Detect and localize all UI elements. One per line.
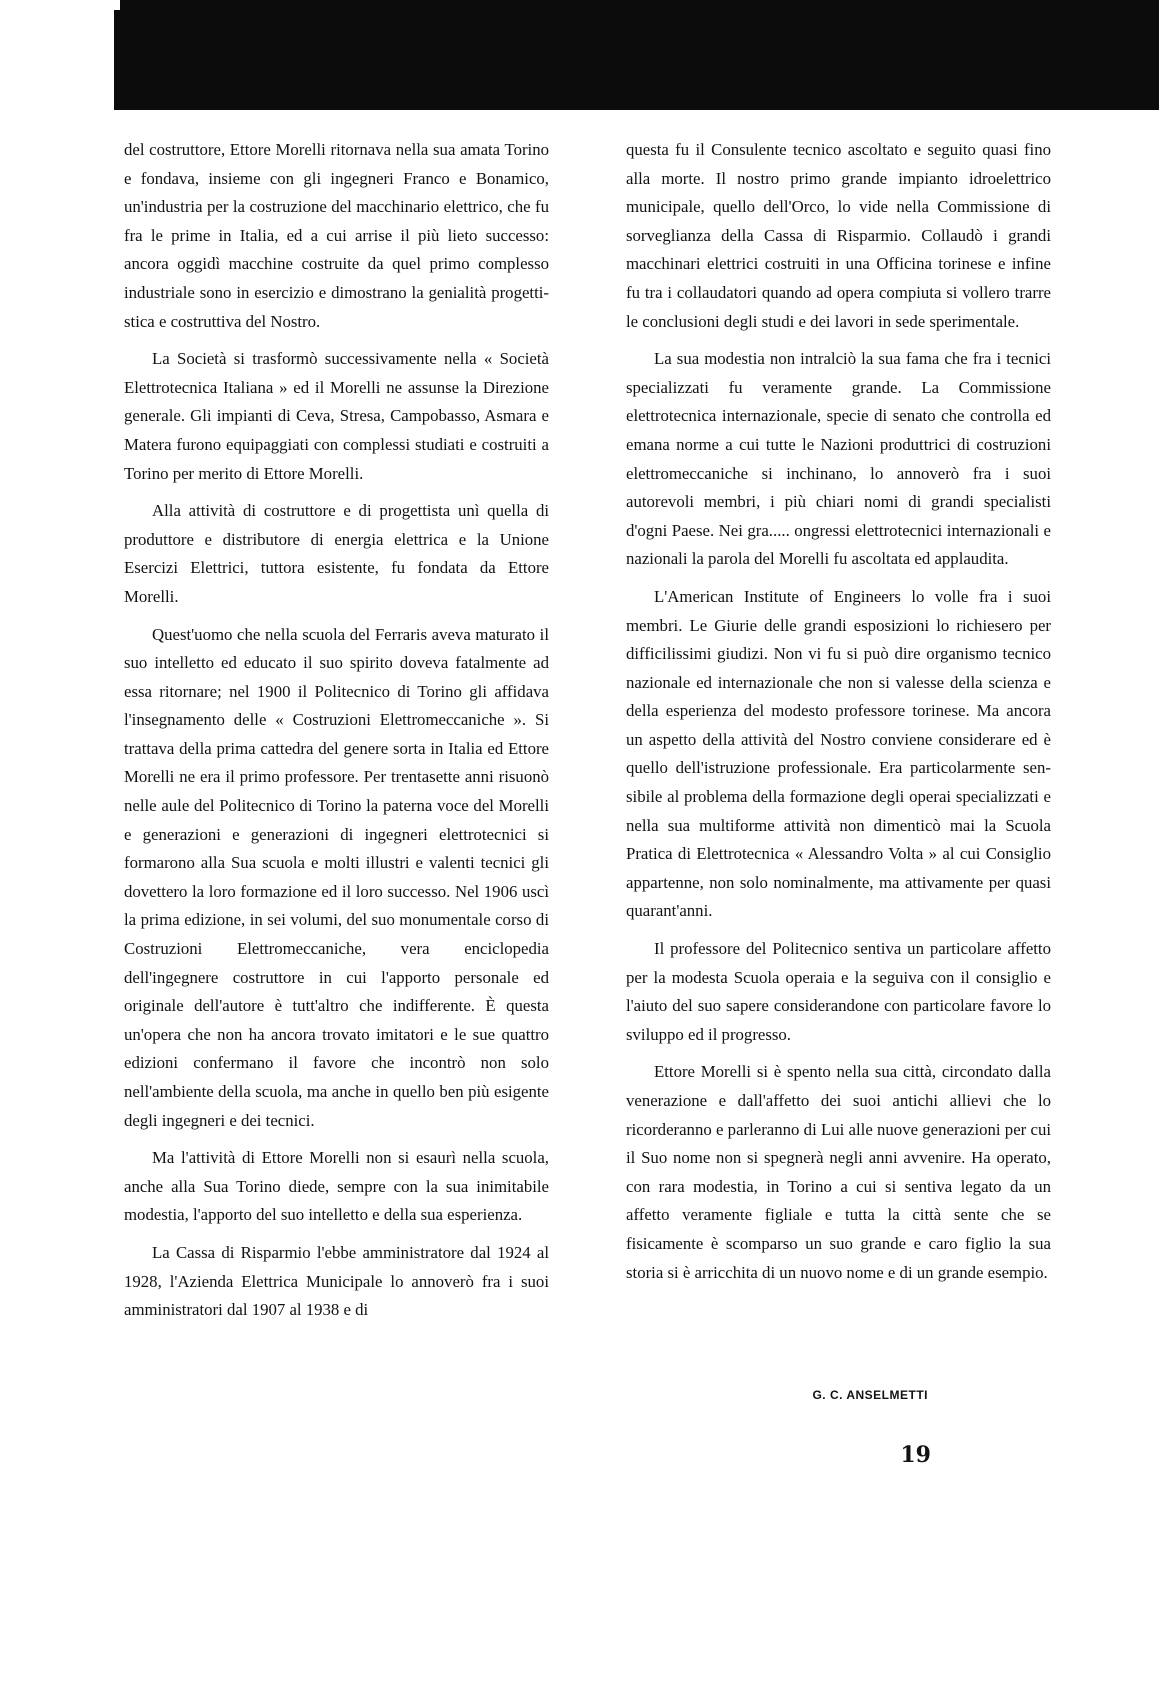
paragraph: Alla attività di costruttore e di progettista unì quella di produttore e distributore di energia elettrica e la Unione Esercizi Elettrici, tuttora esistente, fu fondata da Ettore Morelli. xyxy=(124,501,549,606)
paragraph: del costruttore, Ettore Morelli ritornava nella sua amata Torino e fondava, insieme con gli ingegneri Franco e Bonamico, un'industria per la costruzione del macchinario elettrico, che fu fra le prime in Italia, ed a cui arrise il più lieto successo: ancora oggidì macchine costruite da quel primo complesso industriale sono in esercizio e dimostrano la genialità progettistica e costruttiva del Nostro. xyxy=(124,140,549,331)
scan-border-margin xyxy=(0,0,120,110)
paragraph: L'American Institute of Engineers lo volle fra i suoi membri. Le Giurie delle grandi esposizioni lo richiesero per difficilissimi giudizi. Non vi fu si può dire organismo tecnico nazionale ed internazionale che non si valesse della scienza e della esperienza del modesto professore torinese. Ma ancora un aspetto della attività del Nostro conviene considerare ed è quello dell'istruzione professionale. Era particolarmente sensibile al problema della formazione degli operai specializzati e nella sua multiforme attività non dimenticò mai la Scuola Pratica di Elettrotecnica « Alessandro Volta » al cui Consiglio appartenne, non solo nominalmente, ma attivamente per quasi quarant'anni. xyxy=(626,586,1051,921)
left-text-column xyxy=(124,136,549,1334)
document-page xyxy=(124,110,1159,1689)
right-text-column xyxy=(626,136,1051,1296)
paragraph: Ma l'attività di Ettore Morelli non si esaurì nella scuola, anche alla Sua Torino diede, sempre con la sua inimitabile modestia, l'apporto del suo intelletto e della sua esperienza. xyxy=(124,1148,549,1225)
paragraph: La Società si trasformò successivamente nella « Società Elettrotecnica Italiana » ed il Morelli ne assunse la Direzione generale. Gli impianti di Ceva, Stresa, Campobasso, Asmara e Matera furono equipaggiati con complessi studiati e costruiti a Torino per merito di Ettore Morelli. xyxy=(124,349,549,483)
paragraph: Quest'uomo che nella scuola del Ferraris aveva maturato il suo intelletto ed educato il suo spirito doveva fatalmente ad essa ritornare; nel 1900 il Politecnico di Torino gli affidava l'insegnamento delle « Costruzioni Elettromeccaniche ». Si trattava della prima cattedra del genere sorta in Italia ed Ettore Morelli ne era il primo professore. Per trentasette anni risuonò nelle aule del Politecnico di Torino la paterna voce del Morelli e generazioni e generazioni di ingegneri elettrotecnici si formarono alla Sua scuola e molti illustri e valenti tecnici gli dovettero la loro formazione ed il loro successo. Nel 1906 uscì la prima edizione, in sei volumi, del suo monumentale corso di Costruzioni Elettromeccaniche, vera enciclopedia dell'ingegnere costruttore in cui l'apporto personale ed originale dell'autore è tutt'altro che indifferente. È questa un'opera che non ha ancora trovato imitatori e le sue quattro edizioni confermano il favore che incontrò non solo nell'ambiente della scuola, ma anche in quello ben più esigente degli ingegneri e dei tecnici. xyxy=(124,624,549,1130)
paragraph: Il professore del Politecnico sentiva un particolare affetto per la modesta Scuola operaia e la seguiva con il consiglio e l'aiuto del suo sapere considerandone con particolare favore lo sviluppo ed il progresso. xyxy=(626,939,1051,1044)
paragraph: La sua modestia non intralciò la sua fama che fra i tecnici specializzati fu veramente grande. La Commissione elettrotecnica internazionale, specie di senato che controlla ed emana norme a cui tutte le Nazioni produttrici di costruzioni elettromeccaniche si inchinano, lo annoverò fra i suoi autorevoli membri, i più chiari nomi di grandi specialisti d'ogni Paese. Nei gra..... ongressi elettrotecnici internazionali e nazionali la parola del Morelli fu ascoltata ed applaudita. xyxy=(626,349,1051,569)
paragraph: questa fu il Consulente tecnico ascoltato e seguito quasi fino alla morte. Il nostro primo grande impianto idroelettrico municipale, quello dell'Orco, lo vide nella Commissione di sorveglianza della Cassa di Risparmio. Collaudò i grandi macchinari elettrici costruiti in una Officina torinese e infine fu tra i collaudatori quando ad opera compiuta si vollero trarre le conclusioni degli studi e dei lavori in sede sperimentale. xyxy=(626,140,1051,331)
author-signature: G. C. ANSELMETTI xyxy=(812,1388,928,1402)
paragraph: La Cassa di Risparmio l'ebbe amministratore dal 1924 al 1928, l'Azienda Elettrica Municipale lo annoverò fra i suoi amministratori dal 1907 al 1938 e di xyxy=(124,1242,549,1320)
scan-left-edge xyxy=(114,10,124,110)
paragraph: Ettore Morelli si è spento nella sua città, circondato dalla venerazione e dall'affetto dei suoi antichi allievi che lo ricorderanno e parleranno di Lui alle nuove generazioni per cui il Suo nome non si spegnerà negli anni avvenire. Ha operato, con rara modestia, in Torino a cui si sentiva legato da un affetto veramente figliale e tutta la città sente che se fisicamente è scomparso un suo grande e caro figlio la sua storia si è arricchita di un nuovo nome e di un grande esempio. xyxy=(626,1062,1051,1282)
page-number: 19 xyxy=(900,1442,931,1468)
scan-dark-border xyxy=(0,0,1159,110)
